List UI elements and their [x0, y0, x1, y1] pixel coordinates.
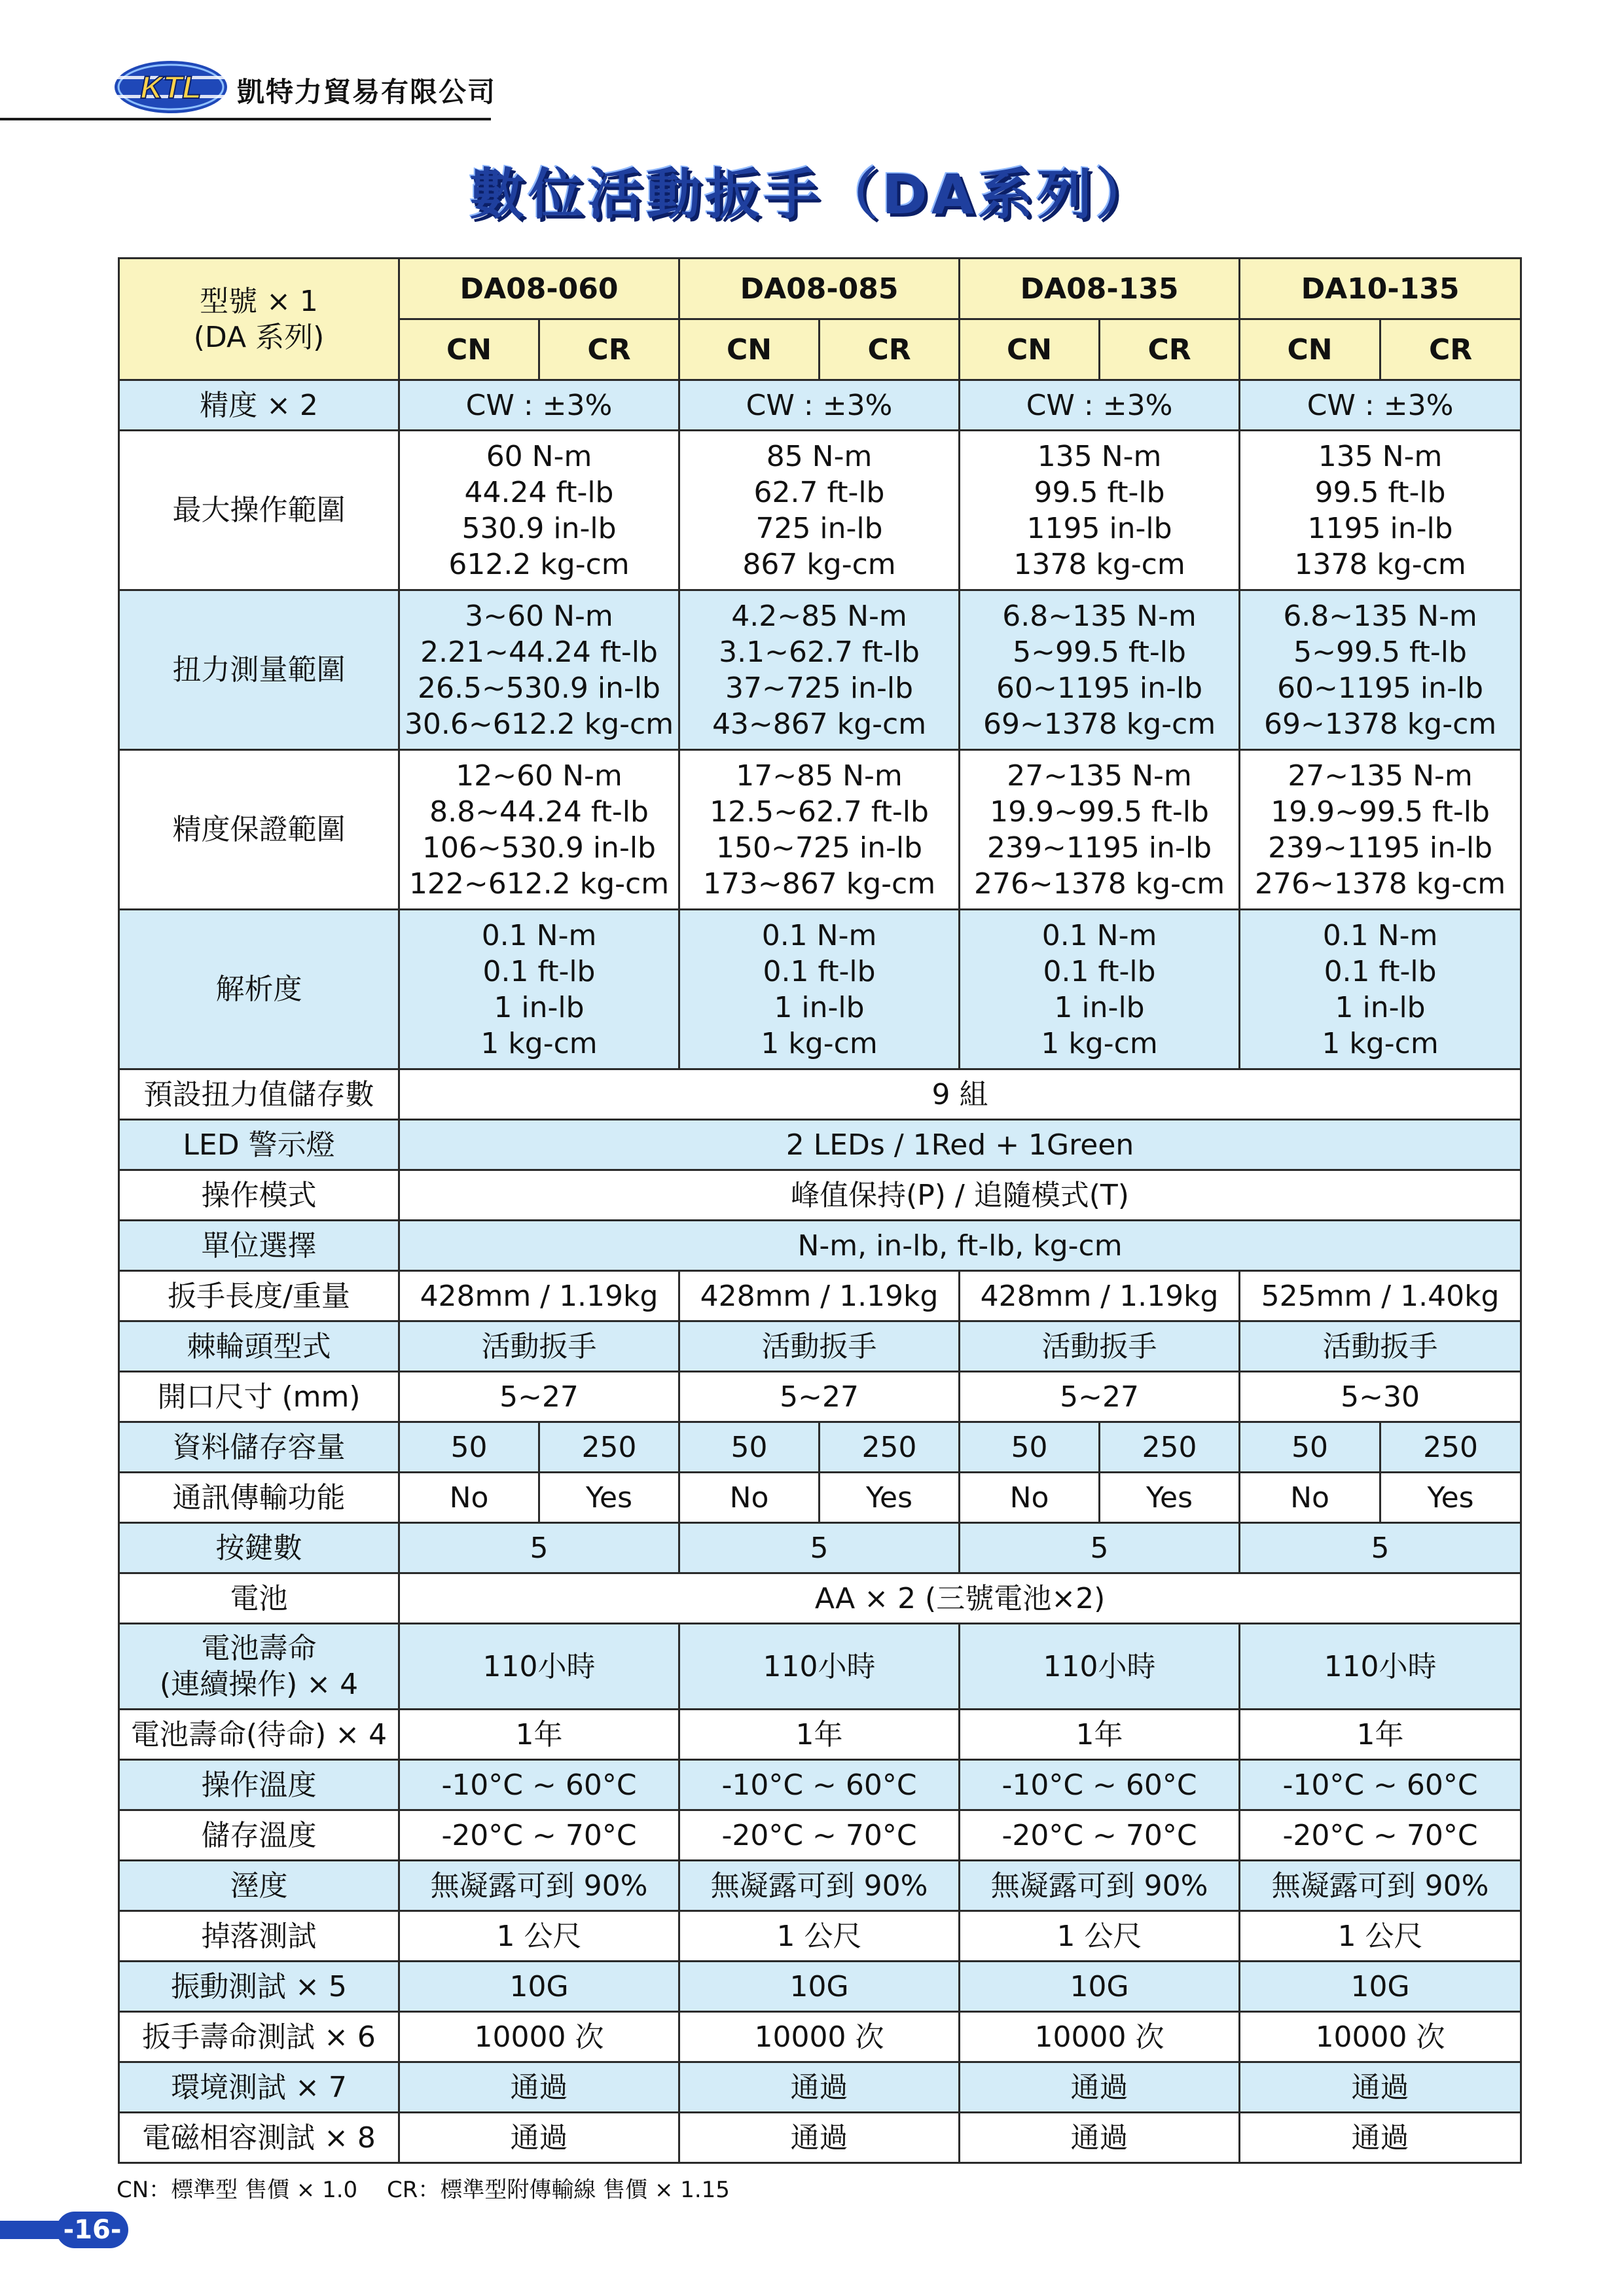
spec-row [119, 1810, 1521, 1861]
spec-value-cr: Yes [1100, 1473, 1240, 1523]
spec-label: 精度保證範圍 [119, 750, 399, 910]
variant-cn-cell: CN [1240, 319, 1380, 380]
spec-label: 儲存溫度 [119, 1810, 399, 1861]
spec-label: 扳手壽命測試 × 6 [119, 2012, 399, 2062]
spec-value: 10000 次 [960, 2012, 1240, 2062]
spec-label: 操作模式 [119, 1170, 399, 1221]
spec-row [119, 1321, 1521, 1372]
spec-value: 135 N-m 99.5 ft-lb 1195 in-lb 1378 kg-cm [960, 431, 1240, 590]
spec-value: 通過 [960, 2062, 1240, 2113]
spec-label: 資料儲存容量 [119, 1422, 399, 1473]
variant-cn-cell: CN [960, 319, 1100, 380]
spec-value-cr: Yes [1380, 1473, 1521, 1523]
spec-label: 精度 × 2 [119, 380, 399, 431]
spec-value: 活動扳手 [679, 1321, 960, 1372]
spec-value: 428mm / 1.19kg [679, 1271, 960, 1321]
spec-label: 電池壽命 (連續操作) × 4 [119, 1624, 399, 1710]
spec-value-cn: 50 [679, 1422, 820, 1473]
spec-value: 通過 [679, 2062, 960, 2113]
spec-label: 振動測試 × 5 [119, 1962, 399, 2012]
spec-value: 5~27 [960, 1372, 1240, 1422]
spec-value: -10°C ~ 60°C [399, 1760, 679, 1810]
spec-value: 無凝露可到 90% [1240, 1861, 1521, 1911]
spec-label: 環境測試 × 7 [119, 2062, 399, 2113]
variant-cr-cell: CR [820, 319, 960, 380]
spec-value-cr: 250 [1380, 1422, 1521, 1473]
spec-value: 110小時 [960, 1624, 1240, 1710]
spec-value: -10°C ~ 60°C [1240, 1760, 1521, 1810]
spec-value: 無凝露可到 90% [960, 1861, 1240, 1911]
spec-value: 135 N-m 99.5 ft-lb 1195 in-lb 1378 kg-cm [1240, 431, 1521, 590]
spec-row [119, 1523, 1521, 1573]
spec-value: 5 [679, 1523, 960, 1573]
spec-value: 0.1 N-m 0.1 ft-lb 1 in-lb 1 kg-cm [960, 910, 1240, 1069]
spec-label: 電池壽命(待命) × 4 [119, 1710, 399, 1760]
spec-value: 10G [1240, 1962, 1521, 2012]
spec-row [119, 2113, 1521, 2163]
spec-value: 10000 次 [1240, 2012, 1521, 2062]
spec-value-all: 2 LEDs / 1Red + 1Green [399, 1120, 1521, 1170]
spec-label: 解析度 [119, 910, 399, 1069]
spec-label: 單位選擇 [119, 1221, 399, 1271]
spec-row [119, 431, 1521, 590]
spec-value: 4.2~85 N-m 3.1~62.7 ft-lb 37~725 in-lb 43~867 kg-cm [679, 590, 960, 750]
spec-value-cn: No [399, 1473, 539, 1523]
spec-value: 5~27 [679, 1372, 960, 1422]
spec-value: 3~60 N-m 2.21~44.24 ft-lb 26.5~530.9 in-lb 30.6~612.2 kg-cm [399, 590, 679, 750]
spec-value-cn: 50 [960, 1422, 1100, 1473]
spec-value: 428mm / 1.19kg [960, 1271, 1240, 1321]
spec-value-cn: 50 [399, 1422, 539, 1473]
spec-row [119, 2012, 1521, 2062]
model-cell: DA08-060 [399, 259, 679, 319]
ktl-logo [113, 51, 229, 123]
spec-row [119, 1573, 1521, 1624]
spec-value: 通過 [1240, 2113, 1521, 2163]
company-name: 凱特力貿易有限公司 [237, 76, 497, 108]
spec-value-all: N-m, in-lb, ft-lb, kg-cm [399, 1221, 1521, 1271]
spec-row [119, 750, 1521, 910]
spec-value: 85 N-m 62.7 ft-lb 725 in-lb 867 kg-cm [679, 431, 960, 590]
spec-value: 5 [399, 1523, 679, 1573]
spec-value: CW : ±3% [1240, 380, 1521, 431]
spec-row [119, 1221, 1521, 1271]
spec-row [119, 1962, 1521, 2012]
spec-value: 通過 [1240, 2062, 1521, 2113]
model-header-row [119, 259, 1521, 319]
spec-value: 17~85 N-m 12.5~62.7 ft-lb 150~725 in-lb 173~867 kg-cm [679, 750, 960, 910]
spec-value: 110小時 [399, 1624, 679, 1710]
spec-value: 0.1 N-m 0.1 ft-lb 1 in-lb 1 kg-cm [679, 910, 960, 1069]
model-label-cell: 型號 × 1 (DA 系列) [119, 259, 399, 380]
spec-value-all: 峰值保持(P) / 追隨模式(T) [399, 1170, 1521, 1221]
spec-value-cr: 250 [1100, 1422, 1240, 1473]
spec-value: 5 [1240, 1523, 1521, 1573]
model-cell: DA08-135 [960, 259, 1240, 319]
spec-value-cn: No [679, 1473, 820, 1523]
spec-value-cn: No [960, 1473, 1100, 1523]
page-title: 數位活動扳手（DA系列） [469, 162, 1155, 226]
spec-value: 無凝露可到 90% [399, 1861, 679, 1911]
spec-value: 10G [960, 1962, 1240, 2012]
spec-label: 按鍵數 [119, 1523, 399, 1573]
spec-label: 預設扭力值儲存數 [119, 1069, 399, 1120]
spec-row [119, 1170, 1521, 1221]
spec-row [119, 1710, 1521, 1760]
spec-value: -20°C ~ 70°C [1240, 1810, 1521, 1861]
spec-value: 1年 [1240, 1710, 1521, 1760]
spec-value: 6.8~135 N-m 5~99.5 ft-lb 60~1195 in-lb 69~1378 kg-cm [960, 590, 1240, 750]
spec-value-cr: Yes [539, 1473, 679, 1523]
model-cell: DA08-085 [679, 259, 960, 319]
spec-table [118, 257, 1522, 2164]
spec-label: 掉落測試 [119, 1911, 399, 1962]
spec-value-all: AA × 2 (三號電池×2) [399, 1573, 1521, 1624]
spec-value: 110小時 [1240, 1624, 1521, 1710]
spec-row [119, 380, 1521, 431]
spec-value: -10°C ~ 60°C [960, 1760, 1240, 1810]
spec-value: -20°C ~ 70°C [399, 1810, 679, 1861]
spec-row [119, 1624, 1521, 1710]
spec-row [119, 1911, 1521, 1962]
spec-value: 0.1 N-m 0.1 ft-lb 1 in-lb 1 kg-cm [399, 910, 679, 1069]
spec-row [119, 1861, 1521, 1911]
spec-value-cn: 50 [1240, 1422, 1380, 1473]
spec-label: 電池 [119, 1573, 399, 1624]
spec-row [119, 1760, 1521, 1810]
spec-value: 10000 次 [679, 2012, 960, 2062]
spec-label: 通訊傳輸功能 [119, 1473, 399, 1523]
spec-value: 27~135 N-m 19.9~99.5 ft-lb 239~1195 in-lb 276~1378 kg-cm [1240, 750, 1521, 910]
spec-value: 活動扳手 [399, 1321, 679, 1372]
spec-row [119, 910, 1521, 1069]
spec-value: 1 公尺 [960, 1911, 1240, 1962]
spec-label: 扳手長度/重量 [119, 1271, 399, 1321]
spec-value: 5~30 [1240, 1372, 1521, 1422]
spec-value: 1 公尺 [1240, 1911, 1521, 1962]
spec-value: 110小時 [679, 1624, 960, 1710]
spec-value: 1年 [399, 1710, 679, 1760]
variant-cr-cell: CR [1380, 319, 1521, 380]
spec-label: LED 警示燈 [119, 1120, 399, 1170]
spec-value: CW : ±3% [960, 380, 1240, 431]
spec-value: 5 [960, 1523, 1240, 1573]
spec-value: 10000 次 [399, 2012, 679, 2062]
spec-value: -10°C ~ 60°C [679, 1760, 960, 1810]
spec-value: 6.8~135 N-m 5~99.5 ft-lb 60~1195 in-lb 69~1378 kg-cm [1240, 590, 1521, 750]
spec-value: 60 N-m 44.24 ft-lb 530.9 in-lb 612.2 kg-cm [399, 431, 679, 590]
spec-value: -20°C ~ 70°C [679, 1810, 960, 1861]
spec-label: 溼度 [119, 1861, 399, 1911]
variant-cr-cell: CR [539, 319, 679, 380]
spec-value: 活動扳手 [960, 1321, 1240, 1372]
spec-label: 電磁相容測試 × 8 [119, 2113, 399, 2163]
spec-row [119, 1069, 1521, 1120]
spec-value: 活動扳手 [1240, 1321, 1521, 1372]
variant-cr-cell: CR [1100, 319, 1240, 380]
spec-value: 27~135 N-m 19.9~99.5 ft-lb 239~1195 in-lb 276~1378 kg-cm [960, 750, 1240, 910]
spec-value: 無凝露可到 90% [679, 1861, 960, 1911]
spec-value: 5~27 [399, 1372, 679, 1422]
spec-value: 1年 [679, 1710, 960, 1760]
spec-row [119, 1271, 1521, 1321]
spec-row [119, 2062, 1521, 2113]
spec-row [119, 1473, 1521, 1523]
spec-value: 10G [679, 1962, 960, 2012]
logo-text: KTL [140, 71, 202, 105]
spec-label: 最大操作範圍 [119, 431, 399, 590]
spec-row [119, 1120, 1521, 1170]
spec-label: 開口尺寸 (mm) [119, 1372, 399, 1422]
spec-value-cr: 250 [539, 1422, 679, 1473]
spec-value: 10G [399, 1962, 679, 2012]
spec-value: 通過 [679, 2113, 960, 2163]
spec-value: 通過 [960, 2113, 1240, 2163]
spec-value: 通過 [399, 2113, 679, 2163]
spec-row [119, 1422, 1521, 1473]
header-divider [0, 118, 491, 120]
spec-label: 棘輪頭型式 [119, 1321, 399, 1372]
spec-value: 通過 [399, 2062, 679, 2113]
spec-label: 扭力測量範圍 [119, 590, 399, 750]
variant-cn-cell: CN [399, 319, 539, 380]
spec-value: CW : ±3% [679, 380, 960, 431]
spec-value: 525mm / 1.40kg [1240, 1271, 1521, 1321]
spec-row [119, 590, 1521, 750]
spec-value-all: 9 組 [399, 1069, 1521, 1120]
spec-value: 1年 [960, 1710, 1240, 1760]
spec-value: 1 公尺 [679, 1911, 960, 1962]
spec-value: 1 公尺 [399, 1911, 679, 1962]
spec-value: CW : ±3% [399, 380, 679, 431]
model-cell: DA10-135 [1240, 259, 1521, 319]
spec-value: 428mm / 1.19kg [399, 1271, 679, 1321]
spec-value: 12~60 N-m 8.8~44.24 ft-lb 106~530.9 in-lb 122~612.2 kg-cm [399, 750, 679, 910]
spec-value-cr: 250 [820, 1422, 960, 1473]
spec-value-cn: No [1240, 1473, 1380, 1523]
page-header [113, 51, 497, 123]
page-number-tab [0, 2221, 63, 2239]
footnote: CN：標準型 售價 × 1.0 CR：標準型附傳輸線 售價 × 1.15 [117, 2177, 730, 2203]
variant-cn-cell: CN [679, 319, 820, 380]
spec-value: 0.1 N-m 0.1 ft-lb 1 in-lb 1 kg-cm [1240, 910, 1521, 1069]
spec-row [119, 1372, 1521, 1422]
page-number: -16- [56, 2212, 128, 2248]
spec-value-cr: Yes [820, 1473, 960, 1523]
spec-value: -20°C ~ 70°C [960, 1810, 1240, 1861]
spec-label: 操作溫度 [119, 1760, 399, 1810]
